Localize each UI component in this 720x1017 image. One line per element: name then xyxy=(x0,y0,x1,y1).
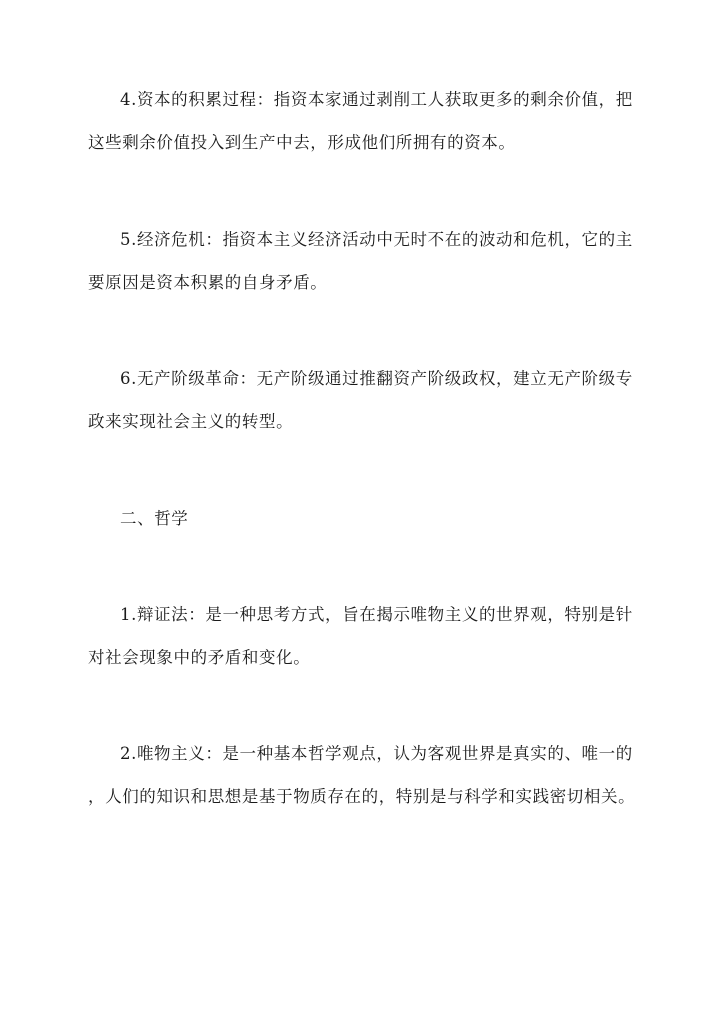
paragraph-dialectics-line-1: 1.辩证法：是一种思考方式，旨在揭示唯物主义的世界观，特别是针 xyxy=(120,605,633,624)
paragraph-5-line-2: 要原因是资本积累的自身矛盾。 xyxy=(88,273,328,292)
paragraph-4-line-1: 4.资本的积累过程：指资本家通过剥削工人获取更多的剩余价值，把 xyxy=(120,90,633,109)
paragraph-6-line-2: 政来实现社会主义的转型。 xyxy=(88,412,294,431)
paragraph-6-line-1: 6.无产阶级革命：无产阶级通过推翻资产阶级政权，建立无产阶级专 xyxy=(120,369,633,388)
paragraph-materialism-line-2: ，人们的知识和思想是基于物质存在的，特别是与科学和实践密切相关。 xyxy=(88,787,636,806)
paragraph-5-line-1: 5.经济危机：指资本主义经济活动中无时不在的波动和危机，它的主 xyxy=(120,230,633,249)
paragraph-materialism-line-1: 2.唯物主义：是一种基本哲学观点，认为客观世界是真实的、唯一的 xyxy=(120,744,633,763)
paragraph-4-line-2: 这些剩余价值投入到生产中去，形成他们所拥有的资本。 xyxy=(88,133,516,152)
section-heading-philosophy: 二、哲学 xyxy=(120,509,189,528)
paragraph-dialectics-line-2: 对社会现象中的矛盾和变化。 xyxy=(88,648,311,667)
